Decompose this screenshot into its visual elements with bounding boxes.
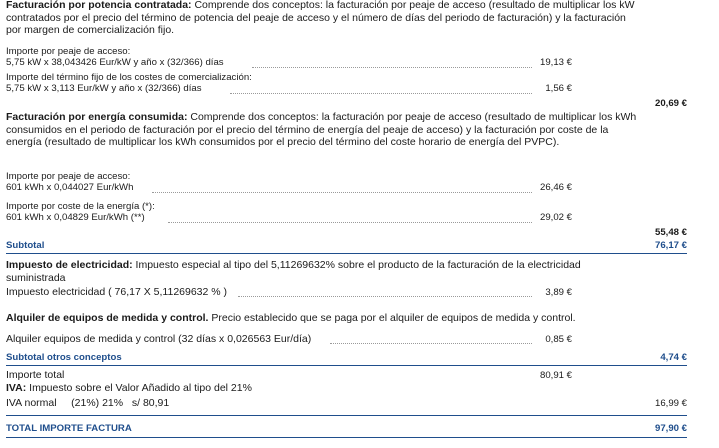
electricidad-detail: Impuesto electricidad ( 76,17 X 5,11269632 % ) (6, 286, 228, 298)
dotted-leader (238, 296, 532, 297)
total-factura-amount: 97,90 € (654, 423, 687, 434)
iva-desc-text: Impuesto sobre el Valor Añadido al tipo del 21% (26, 382, 252, 394)
electricidad-amount: 3,89 € (545, 287, 572, 298)
alquiler-desc-text: Precio establecido que se paga por el alquiler de equipos de medida y control. (208, 312, 576, 324)
divider (6, 365, 687, 366)
dotted-leader (252, 67, 532, 68)
energia-description (6, 111, 646, 149)
dotted-leader (230, 93, 532, 94)
energia-coste-detail: 601 kWh x 0,04829 Eur/kWh (**) (6, 212, 145, 223)
potencia-fijo-detail: 5,75 kW x 3,113 Eur/kW y año x (32/366) días (6, 83, 202, 94)
importe-total-amount: 80,91 € (539, 370, 572, 381)
subtotal-otros-label: Subtotal otros conceptos (6, 352, 122, 363)
total-factura-label: TOTAL IMPORTE FACTURA (6, 423, 132, 434)
electricidad-desc-text: Impuesto especial al tipo del 5,11269632% sobre el producto de la facturación de la electricidad suministrada (6, 259, 581, 284)
divider (6, 415, 687, 416)
potencia-heading: Facturación por potencia contratada: (6, 0, 192, 11)
divider (6, 253, 687, 254)
energia-coste-amount: 29,02 € (539, 212, 572, 223)
electricidad-heading: Impuesto de electricidad: (6, 259, 133, 271)
subtotal-otros-amount: 4,74 € (660, 352, 687, 363)
iva-detail: IVA normal (21%) 21% s/ 80,91 (6, 397, 170, 409)
alquiler-heading: Alquiler de equipos de medida y control. (6, 312, 209, 324)
energia-peaje-amount: 26,46 € (539, 182, 572, 193)
potencia-description (6, 0, 638, 37)
electricidad-description (6, 259, 638, 284)
iva-description (6, 382, 252, 394)
iva-heading: IVA: (6, 382, 27, 394)
energia-total: 55,48 € (654, 227, 687, 238)
subtotal-amount: 76,17 € (654, 240, 687, 251)
energia-desc-text: Comprende dos conceptos: la facturación por peaje de acceso (resultado de multiplicar los kWh consumidos en el periodo de facturación por el precio del término de energía del peaje de acceso) y la facturación por coste de la energía (resultado de multiplicar los kWh consumidos por el precio del término del coste horario de energía del PVPC). (6, 111, 637, 148)
potencia-peaje-label: Importe por peaje de acceso: (6, 46, 131, 57)
potencia-desc-text: Comprende dos conceptos: la facturación por peaje de acceso (resultado de multiplicar los kW contratados por el precio del término de potencia del peaje de acceso y el número de días del periodo de facturación) y la facturación por margen de comercialización fijo. (6, 0, 635, 36)
subtotal-label: Subtotal (6, 240, 45, 251)
dotted-leader (168, 222, 532, 223)
alquiler-description (6, 312, 646, 325)
potencia-total: 20,69 € (654, 98, 687, 109)
alquiler-amount: 0,85 € (545, 334, 572, 345)
potencia-fijo-amount: 1,56 € (545, 83, 572, 94)
importe-total-label: Importe total (6, 369, 65, 381)
potencia-fijo-label: Importe del término fijo de los costes de comercialización: (6, 72, 252, 83)
potencia-peaje-amount: 19,13 € (539, 57, 572, 68)
energia-peaje-label: Importe por peaje de acceso: (6, 171, 131, 182)
potencia-peaje-detail: 5,75 kW x 38,043426 Eur/kW y año x (32/366) días (6, 57, 224, 68)
energia-coste-label: Importe por coste de la energía (*): (6, 201, 155, 212)
iva-amount: 16,99 € (654, 398, 687, 409)
dotted-leader (152, 192, 532, 193)
energia-heading: Facturación por energía consumida: (6, 111, 188, 123)
alquiler-detail: Alquiler equipos de medida y control (32 días x 0,026563 Eur/día) (6, 333, 312, 345)
energia-peaje-detail: 601 kWh x 0,044027 Eur/kWh (6, 182, 134, 193)
divider (6, 437, 687, 438)
